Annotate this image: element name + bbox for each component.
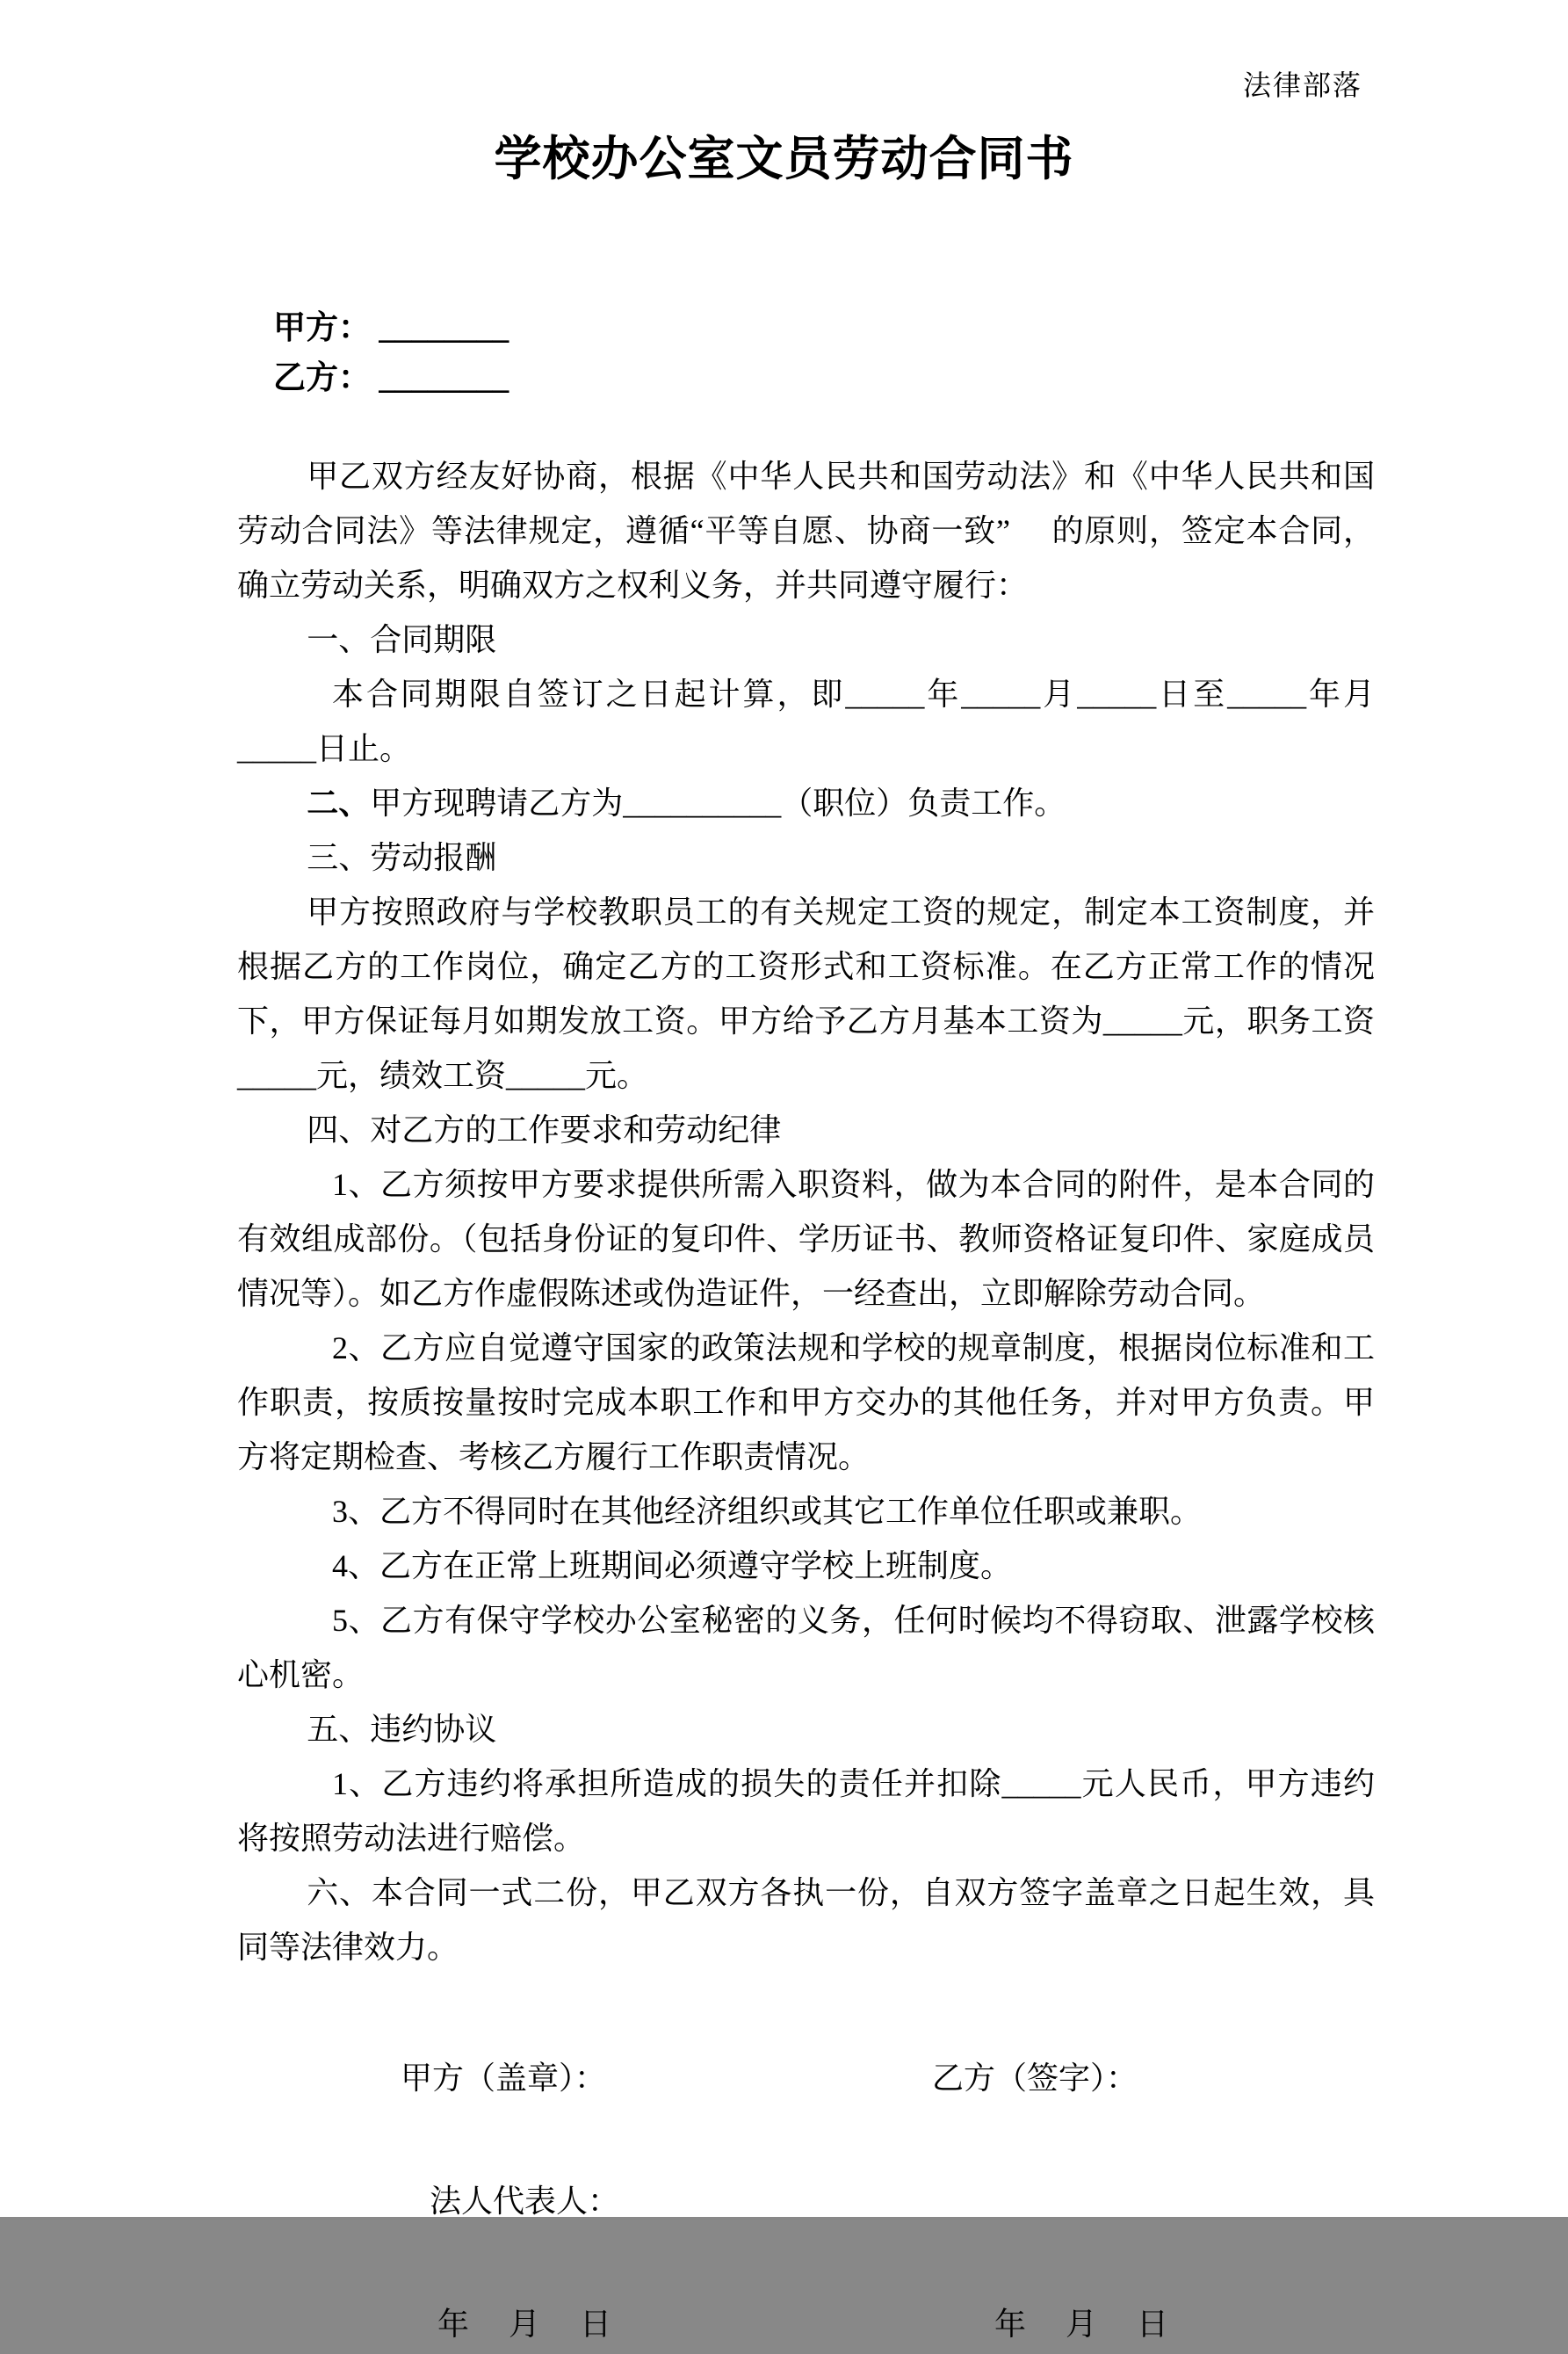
contract-paragraph xyxy=(237,449,1375,612)
contract-paragraph xyxy=(237,1103,1375,1157)
contract-paragraph xyxy=(237,612,1375,667)
contract-paragraph xyxy=(237,830,1375,885)
paragraph-text: 1、乙方违约将承担所造成的损失的责任并扣除_____元人民币，甲方违约将按照劳动法进行赔偿。 xyxy=(237,1766,1375,1856)
paragraph-text: 三、劳动报酬 xyxy=(307,840,497,875)
paragraph-text: 甲方按照政府与学校教职员工的有关规定工资的规定，制定本工资制度，并根据乙方的工作岗位，确定乙方的工资形式和工资标准。在乙方正常工作的情况下，甲方保证每月如期发放工资。甲方给予乙方月基本工资为_____元，职务工资_____元，绩效工资_____元。 xyxy=(237,895,1375,1093)
paragraph-text: 五、违约协议 xyxy=(307,1712,497,1747)
paragraph-text: 一、合同期限 xyxy=(307,622,497,657)
paragraph-text: 5、乙方有保守学校办公室秘密的义务，任何时候均不得窃取、泄露学校核心机密。 xyxy=(237,1603,1375,1692)
date-line-party-a: 年 月 日 xyxy=(437,2307,612,2342)
party-b-line: 乙方： ________ xyxy=(273,360,509,396)
contract-paragraph xyxy=(237,1593,1375,1702)
contract-paragraph xyxy=(237,1539,1375,1593)
paragraph-text: 3、乙方不得同时在其他经济组织或其它工作单位任职或兼职。 xyxy=(332,1494,1203,1529)
paragraph-text: 本合同期限自签订之日起计算，即_____年_____月_____日至_____年月_____日止。 xyxy=(237,677,1375,766)
parties-block xyxy=(273,303,1568,403)
paragraph-text: 六、本合同一式二份，甲乙双方各执一份，自双方签字盖章之日起生效，具同等法律效力。 xyxy=(237,1875,1375,1965)
contract-paragraph xyxy=(237,1484,1375,1539)
contract-paragraph xyxy=(237,1756,1375,1865)
signature-row-legal-rep xyxy=(237,2177,1568,2231)
contract-paragraph xyxy=(237,1157,1375,1321)
signature-row-parties xyxy=(237,2053,1568,2108)
signature-row-dates xyxy=(237,2300,1568,2354)
party-a-seal-label: 甲方（盖章）： xyxy=(401,2061,607,2096)
paragraph-text: 甲乙双方经友好协商，根据《中华人民共和国劳动法》和《中华人民共和国劳动合同法》等法律规定，遵循“平等自愿、协商一致” 的原则，签定本合同，确立劳动关系，明确双方之权利义务，并共同遵守履行： xyxy=(237,459,1375,603)
contract-paragraph xyxy=(237,885,1375,1103)
paragraph-text: 四、对乙方的工作要求和劳动纪律 xyxy=(307,1112,782,1148)
contract-paragraph xyxy=(237,1321,1375,1484)
date-line-party-b: 年 月 日 xyxy=(994,2307,1169,2342)
contract-paragraph xyxy=(237,776,1375,830)
contract-paragraph xyxy=(237,1865,1375,1974)
party-a-line: 甲方： ________ xyxy=(273,310,509,346)
signature-block xyxy=(237,2053,1568,2354)
legal-representative-label: 法人代表人： xyxy=(430,2184,620,2219)
paragraph-prefix: 二、 xyxy=(307,786,371,821)
paragraph-text: 甲方现聘请乙方为__________（职位）负责工作。 xyxy=(370,786,1066,821)
watermark-text: 法律部落 xyxy=(1242,69,1362,101)
page-title: 学校办公室文员劳动合同书 xyxy=(494,133,1074,185)
contract-body xyxy=(237,449,1375,1974)
contract-paragraph xyxy=(237,667,1375,776)
paragraph-text: 2、乙方应自觉遵守国家的政策法规和学校的规章制度，根据岗位标准和工作职责，按质按量按时完成本职工作和甲方交办的其他任务，并对甲方负责。甲方将定期检查、考核乙方履行工作职责情况。 xyxy=(237,1330,1375,1474)
contract-paragraph xyxy=(237,1702,1375,1756)
party-b-sign-label: 乙方（签字）： xyxy=(932,2061,1138,2096)
paragraph-text: 1、乙方须按甲方要求提供所需入职资料，做为本合同的附件，是本合同的有效组成部份。（包括身份证的复印件、学历证书、教师资格证复印件、家庭成员情况等）。如乙方作虚假陈述或伪造证件，一经查出，立即解除劳动合同。 xyxy=(237,1167,1375,1311)
paragraph-text: 4、乙方在正常上班期间必须遵守学校上班制度。 xyxy=(332,1548,1013,1583)
